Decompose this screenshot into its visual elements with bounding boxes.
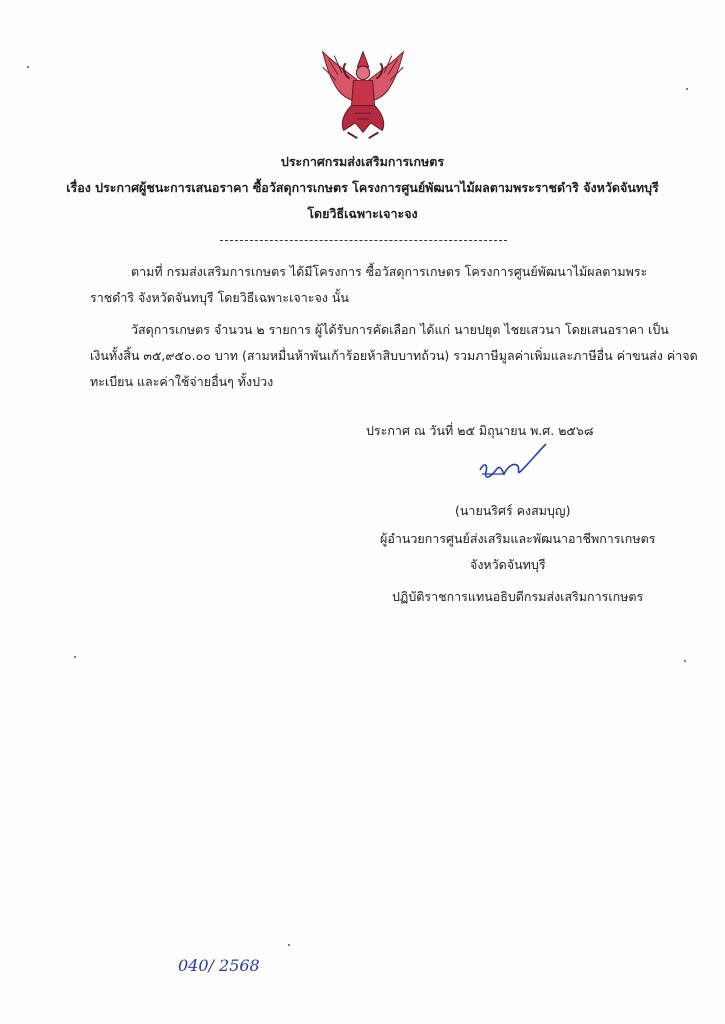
- announcement-date: ประกาศ ณ วันที่ ๒๕ มิถุนายน พ.ศ. ๒๕๖๘: [366, 423, 594, 438]
- paragraph-2-line-2: เงินทั้งสิ้น ๓๕,๙๕๐.๐๐ บาท (สามหมื่นห้าพันเก้าร้อยห้าสิบบาทถ้วน) รวมภาษีมูลค่าเพิ่มและภาษีอื่น ค่าขนส่ง ค่าจด: [90, 348, 698, 363]
- scan-speck: [74, 656, 76, 658]
- scan-speck: [27, 66, 29, 68]
- paragraph-2-line-3: ทะเบียน และค่าใช้จ่ายอื่นๆ ทั้งปวง: [90, 374, 274, 389]
- signatory-position-1: ผู้อำนวยการศูนย์ส่งเสริมและพัฒนาอาชีพการเกษตร: [380, 531, 656, 546]
- signatory-position-3: ปฏิบัติราชการแทนอธิบดีกรมส่งเสริมการเกษตร: [392, 589, 644, 604]
- method-heading: โดยวิธีเฉพาะเจาะจง: [307, 206, 418, 221]
- paragraph-1-line-1: ตามที่ กรมส่งเสริมการเกษตร ได้มีโครงการ ซื้อวัสดุการเกษตร โครงการศูนย์พัฒนาไม้ผลตามพระ: [131, 264, 648, 279]
- subject-heading: เรื่อง ประกาศผู้ชนะการเสนอราคา ซื้อวัสดุการเกษตร โครงการศูนย์พัฒนาไม้ผลตามพระราชดำริ จังหวัดจันทบุรี: [66, 180, 659, 195]
- signatory-position-2: จังหวัดจันทบุรี: [470, 557, 546, 572]
- handwritten-signature-icon: [474, 440, 554, 490]
- handwritten-reference-note: 040/ 2568: [178, 956, 260, 975]
- announcer-heading: ประกาศกรมส่งเสริมการเกษตร: [280, 154, 445, 169]
- paragraph-1-line-2: ราชดำริ จังหวัดจันทบุรี โดยวิธีเฉพาะเจาะจง นั้น: [90, 290, 349, 305]
- paragraph-2-line-1: วัสดุการเกษตร จำนวน ๒ รายการ ผู้ได้รับการคัดเลือก ได้แก่ นายปยุต ไชยเสวนา โดยเสนอราคา เป็น: [131, 322, 669, 337]
- scan-speck: [288, 944, 290, 946]
- scan-speck: [684, 660, 686, 662]
- header-divider: [220, 240, 507, 241]
- signatory-name: (นายนริศร์ คงสมบุญ): [455, 503, 571, 518]
- garuda-emblem-icon: [314, 46, 412, 142]
- scan-speck: [686, 88, 688, 90]
